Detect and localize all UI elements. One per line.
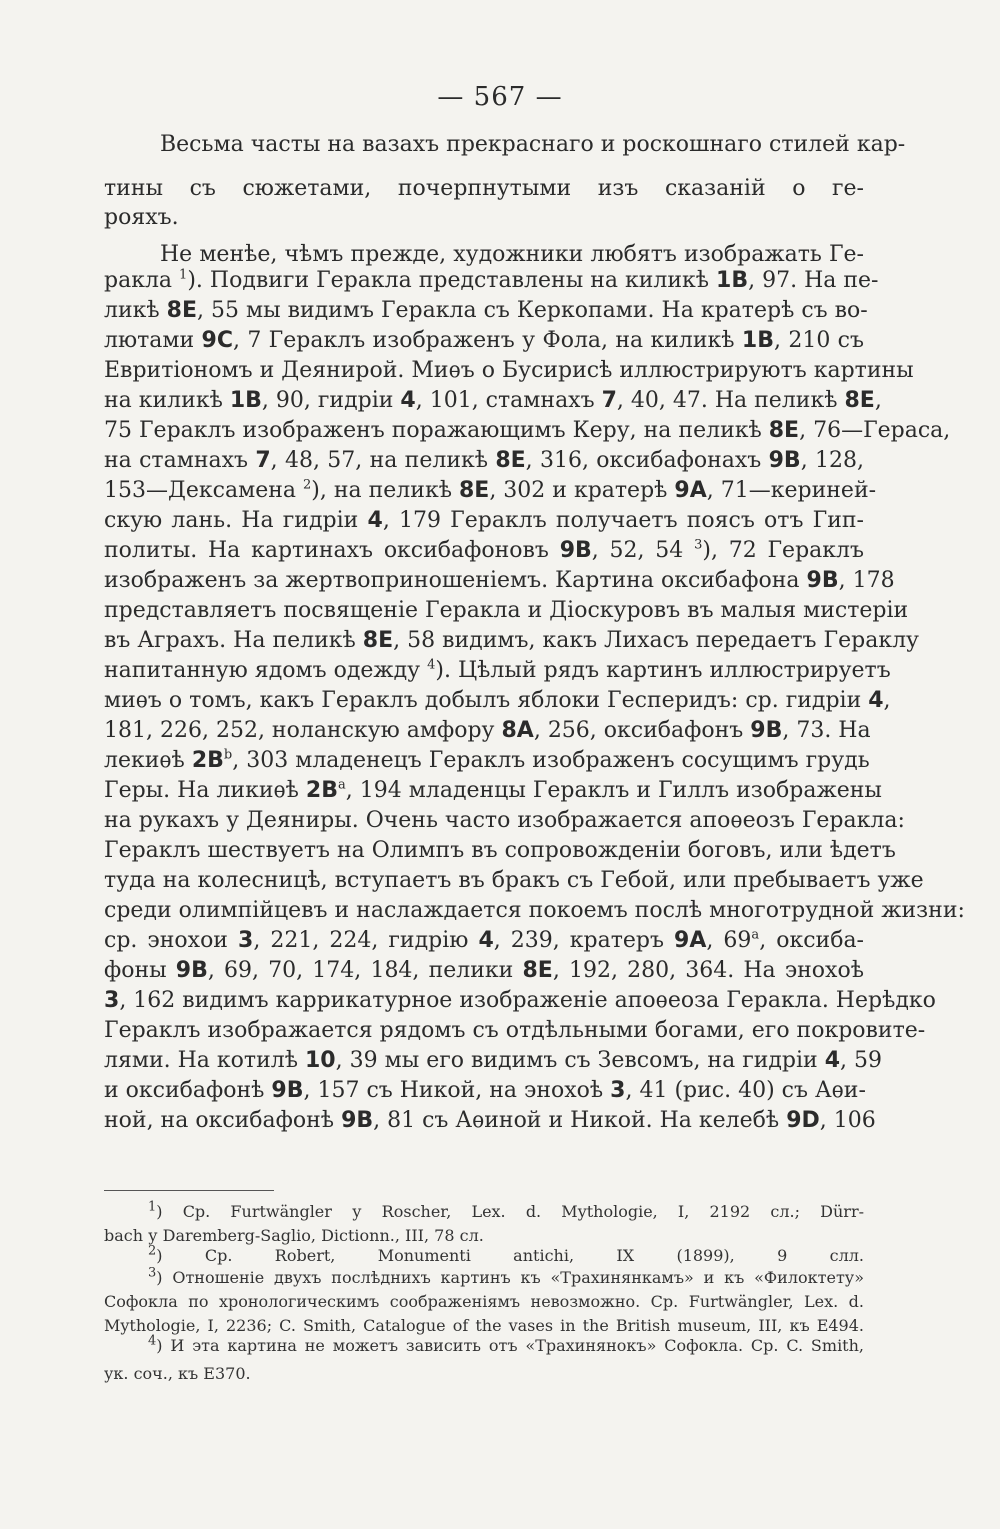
- vase-reference: 2B: [191, 748, 224, 773]
- footnote_lines-line: [104, 1362, 864, 1386]
- text-run: ,: [883, 688, 891, 713]
- body_lines-line: [104, 926, 864, 956]
- text-run: , 210 съ: [774, 328, 864, 353]
- text-run: на киликѣ: [104, 388, 230, 413]
- text-run: , 39 мы его видимъ съ Зевсомъ, на гидріи: [335, 1048, 825, 1073]
- text-run: , 221, 224, гидрію: [253, 928, 479, 953]
- text-run: представляетъ посвященіе Геракла и Діоскуровъ въ малыя мистеріи: [104, 598, 909, 623]
- vase-reference: 1B: [716, 268, 749, 293]
- body_lines-line: [104, 356, 914, 386]
- text-run: и оксибафонѣ: [104, 1078, 272, 1103]
- text-run: скую лань. На гидріи: [104, 508, 368, 533]
- vase-reference: 1B: [229, 388, 262, 413]
- body_lines-line: [104, 266, 879, 296]
- text-run: 153—Дексамена: [104, 478, 303, 503]
- text-run: ук. соч., къ E370.: [104, 1364, 251, 1383]
- text-run: , 178: [838, 568, 895, 593]
- text-run: ной, на оксибафонѣ: [104, 1108, 342, 1133]
- text-run: политы. На картинахъ оксибафоновъ: [104, 538, 560, 563]
- text-run: , 71—кериней-: [706, 478, 877, 503]
- superscript: 3: [148, 1265, 157, 1281]
- body_lines-line: [104, 506, 864, 536]
- superscript: 3: [694, 537, 703, 553]
- text-run: ) И эта картина не можетъ зависить отъ «Трахинянокъ» Софокла. Ср. C. Smith,: [156, 1336, 864, 1355]
- text-run: миѳъ о томъ, какъ Гераклъ добылъ яблоки Гесперидъ: ср. гидріи: [104, 688, 869, 713]
- text-run: лями. На котилѣ: [104, 1048, 305, 1073]
- vase-reference: 9B: [341, 1108, 374, 1133]
- body_lines-line: [104, 1076, 864, 1106]
- body_lines-line: [104, 386, 882, 416]
- text-run: , 316, оксибафонахъ: [525, 448, 769, 473]
- superscript: 2: [303, 477, 312, 493]
- text-run: , 55 мы видимъ Геракла съ Керкопами. На кратерѣ съ во-: [197, 298, 868, 323]
- text-run: Гераклъ шествуетъ на Олимпъ въ сопровожденіи боговъ, или ѣдетъ: [104, 838, 896, 863]
- vase-reference: 9B: [750, 718, 783, 743]
- text-run: bach у Daremberg-Saglio, Dictionn., III, 78 сл.: [104, 1226, 484, 1245]
- vase-reference: 7: [255, 448, 271, 473]
- text-run: ), на пеликѣ: [311, 478, 459, 503]
- text-run: ). Подвиги Геракла представлены на киликѣ: [187, 268, 717, 293]
- vase-reference: 7: [601, 388, 617, 413]
- vase-reference: 9D: [786, 1108, 820, 1133]
- text-run: , 179 Гераклъ получаетъ поясъ отъ Гип-: [382, 508, 864, 533]
- text-run: туда на колесницѣ, вступаетъ въ бракъ съ Гебой, или пребываетъ уже: [104, 868, 924, 893]
- body_lines-line: [104, 476, 877, 506]
- text-run: , 69: [706, 928, 752, 953]
- text-run: , 69, 70, 174, 184, пелики: [207, 958, 523, 983]
- body_lines-line: [104, 686, 891, 716]
- text-run: въ Аграхъ. На пеликѣ: [104, 628, 363, 653]
- body_lines-line: [104, 716, 871, 746]
- text-run: , 58 видимъ, какъ Лихасъ передаетъ Гераклу: [393, 628, 919, 653]
- text-run: изображенъ за жертвоприношеніемъ. Картина оксибафона: [104, 568, 807, 593]
- vase-reference: 9C: [201, 328, 233, 353]
- text-run: , 162 видимъ каррикатурное изображеніе апоѳеоза Геракла. Нерѣдко: [119, 988, 936, 1013]
- text-run: , 48, 57, на пеликѣ: [270, 448, 496, 473]
- vase-reference: 9B: [559, 538, 592, 563]
- body_lines-line: [104, 174, 864, 204]
- body_lines-line: [104, 656, 891, 686]
- body_lines-line: [104, 896, 965, 926]
- vase-reference: 9B: [806, 568, 839, 593]
- vase-reference: 4: [400, 388, 416, 413]
- body_lines-line: [104, 806, 905, 836]
- text-run: ср. энохои: [104, 928, 239, 953]
- vase-reference: 4: [367, 508, 383, 533]
- footnote-separator: [104, 1190, 274, 1191]
- footnote_lines-line: [148, 1200, 864, 1224]
- vase-reference: 3: [238, 928, 254, 953]
- text-run: лекиѳѣ: [104, 748, 192, 773]
- footnote_lines-line: [148, 1334, 864, 1358]
- vase-reference: 8E: [458, 478, 490, 503]
- text-run: на стамнахъ: [104, 448, 256, 473]
- vase-reference: 8E: [495, 448, 526, 473]
- superscript: 4: [148, 1333, 157, 1349]
- text-run: на рукахъ у Деяниры. Очень часто изображается апоѳеозъ Геракла:: [104, 808, 905, 833]
- superscript: 2: [148, 1243, 157, 1259]
- body_lines-line: [104, 326, 864, 356]
- body_lines-line: [104, 596, 909, 626]
- text-run: , 192, 280, 364. На энохоѣ: [552, 958, 864, 983]
- text-run: Гераклъ изображается рядомъ съ отдѣльными богами, его покровите-: [104, 1018, 926, 1043]
- superscript: 4: [427, 657, 436, 673]
- text-run: ) Ср. Furtwängler у Roscher, Lex. d. Mythologie, I, 2192 сл.; Dürr-: [156, 1202, 864, 1221]
- text-run: , 41 (рис. 40) съ Аѳи-: [625, 1078, 866, 1103]
- text-run: Софокла по хронологическимъ соображеніямъ невозможно. Ср. Furtwängler, Lex. d.: [104, 1292, 864, 1311]
- text-run: Весьма часты на вазахъ прекраснаго и роскошнаго стилей кар-: [160, 132, 906, 157]
- text-run: среди олимпійцевъ и наслаждается покоемъ послѣ многотрудной жизни:: [104, 898, 965, 923]
- text-run: , 302 и кратерѣ: [489, 478, 675, 503]
- text-run: рояхъ.: [104, 205, 179, 230]
- body_lines-line: [104, 746, 870, 776]
- text-run: ). Цѣлый рядъ картинъ иллюстрируетъ: [435, 658, 891, 683]
- text-run: напитанную ядомъ одежду: [104, 658, 428, 683]
- text-run: ,: [874, 388, 882, 413]
- vase-reference: 9B: [175, 958, 208, 983]
- vase-reference: 8E: [522, 958, 553, 983]
- text-run: Mythologie, I, 2236; C. Smith, Catalogue of the vases in the British museum, III, къ E494.: [104, 1316, 864, 1335]
- vase-reference: 9A: [674, 928, 707, 953]
- text-run: 181, 226, 252, ноланскую амфору: [104, 718, 502, 743]
- text-run: тины съ сюжетами, почерпнутыми изъ сказаній о ге-: [104, 176, 864, 201]
- superscript: 1: [179, 267, 188, 283]
- text-run: , 128,: [800, 448, 864, 473]
- body_lines-line: [104, 566, 895, 596]
- body_lines-line: [104, 956, 864, 986]
- body_lines-line: [104, 296, 868, 326]
- body_lines-line: [104, 866, 924, 896]
- vase-reference: 1B: [741, 328, 774, 353]
- text-run: , 90, гидріи: [261, 388, 401, 413]
- vase-reference: 4: [868, 688, 884, 713]
- text-run: Евритіономъ и Деянирой. Миѳъ о Бусирисѣ иллюстрируютъ картины: [104, 358, 914, 383]
- footnote_lines-line: [104, 1290, 864, 1314]
- vase-reference: 8E: [362, 628, 394, 653]
- superscript: b: [223, 747, 233, 763]
- text-run: , 256, оксибафонъ: [533, 718, 751, 743]
- vase-reference: 8E: [768, 418, 800, 443]
- text-run: лютами: [104, 328, 202, 353]
- text-run: , 59: [840, 1048, 883, 1073]
- text-run: ракла: [104, 268, 180, 293]
- text-run: , 239, кратеръ: [493, 928, 675, 953]
- text-run: , 40, 47. На пеликѣ: [616, 388, 845, 413]
- text-run: , 303 младенецъ Гераклъ изображенъ сосущимъ грудь: [232, 748, 870, 773]
- text-run: , 106: [819, 1108, 876, 1133]
- vase-reference: 2B: [305, 778, 338, 803]
- text-run: , оксиба-: [759, 928, 864, 953]
- text-run: , 52, 54: [591, 538, 695, 563]
- vase-reference: 4: [824, 1048, 841, 1073]
- page-number: — 567 —: [437, 82, 563, 112]
- text-run: , 194 младенцы Гераклъ и Гиллъ изображены: [345, 778, 882, 803]
- vase-reference: 8A: [501, 718, 534, 743]
- text-run: Геры. На ликиѳѣ: [104, 778, 306, 803]
- vase-reference: 9B: [271, 1078, 304, 1103]
- text-run: ), 72 Гераклъ: [702, 538, 864, 563]
- body_lines-line: [104, 776, 882, 806]
- vase-reference: 10: [304, 1048, 336, 1073]
- superscript: a: [338, 777, 346, 793]
- vase-reference: 9B: [768, 448, 801, 473]
- body_lines-line: [160, 130, 906, 160]
- text-run: , 97. На пе-: [748, 268, 879, 293]
- footnote_lines-line: [148, 1266, 864, 1290]
- text-run: , 73. На: [782, 718, 871, 743]
- text-run: 75 Гераклъ изображенъ поражающимъ Керу, на пеликѣ: [104, 418, 769, 443]
- body_lines-line: [104, 1046, 883, 1076]
- body_lines-line: [104, 446, 864, 476]
- vase-reference: 3: [610, 1078, 626, 1103]
- text-run: Не менѣе, чѣмъ прежде, художники любятъ изображать Ге-: [160, 242, 864, 267]
- vase-reference: 9A: [674, 478, 707, 503]
- body_lines-line: [104, 986, 936, 1016]
- text-run: , 101, стамнахъ: [415, 388, 602, 413]
- vase-reference: 4: [478, 928, 494, 953]
- body_lines-line: [104, 1016, 926, 1046]
- body_lines-line: [104, 536, 864, 566]
- body_lines-line: [104, 203, 864, 233]
- text-run: , 157 съ Никой, на энохоѣ: [303, 1078, 611, 1103]
- text-run: , 76—Гераса,: [799, 418, 951, 443]
- body_lines-line: [104, 836, 896, 866]
- text-run: ) Ср. Robert, Monumenti antichi, IX (1899), 9 слл.: [156, 1246, 864, 1265]
- text-run: , 81 съ Аѳиной и Никой. На келебѣ: [373, 1108, 787, 1133]
- text-run: фоны: [104, 958, 176, 983]
- body_lines-line: [104, 416, 951, 446]
- body_lines-line: [104, 626, 919, 656]
- vase-reference: 3: [104, 988, 120, 1013]
- text-run: ликѣ: [104, 298, 167, 323]
- vase-reference: 8E: [166, 298, 197, 323]
- vase-reference: 8E: [844, 388, 875, 413]
- superscript: 1: [148, 1199, 157, 1215]
- superscript: a: [751, 927, 760, 943]
- body_lines-line: [104, 1106, 876, 1136]
- text-run: , 7 Гераклъ изображенъ у Фола, на киликѣ: [233, 328, 742, 353]
- footnote_lines-line: [148, 1244, 864, 1268]
- text-run: ) Отношеніе двухъ послѣднихъ картинъ къ «Трахинянкамъ» и къ «Филоктету»: [156, 1268, 864, 1287]
